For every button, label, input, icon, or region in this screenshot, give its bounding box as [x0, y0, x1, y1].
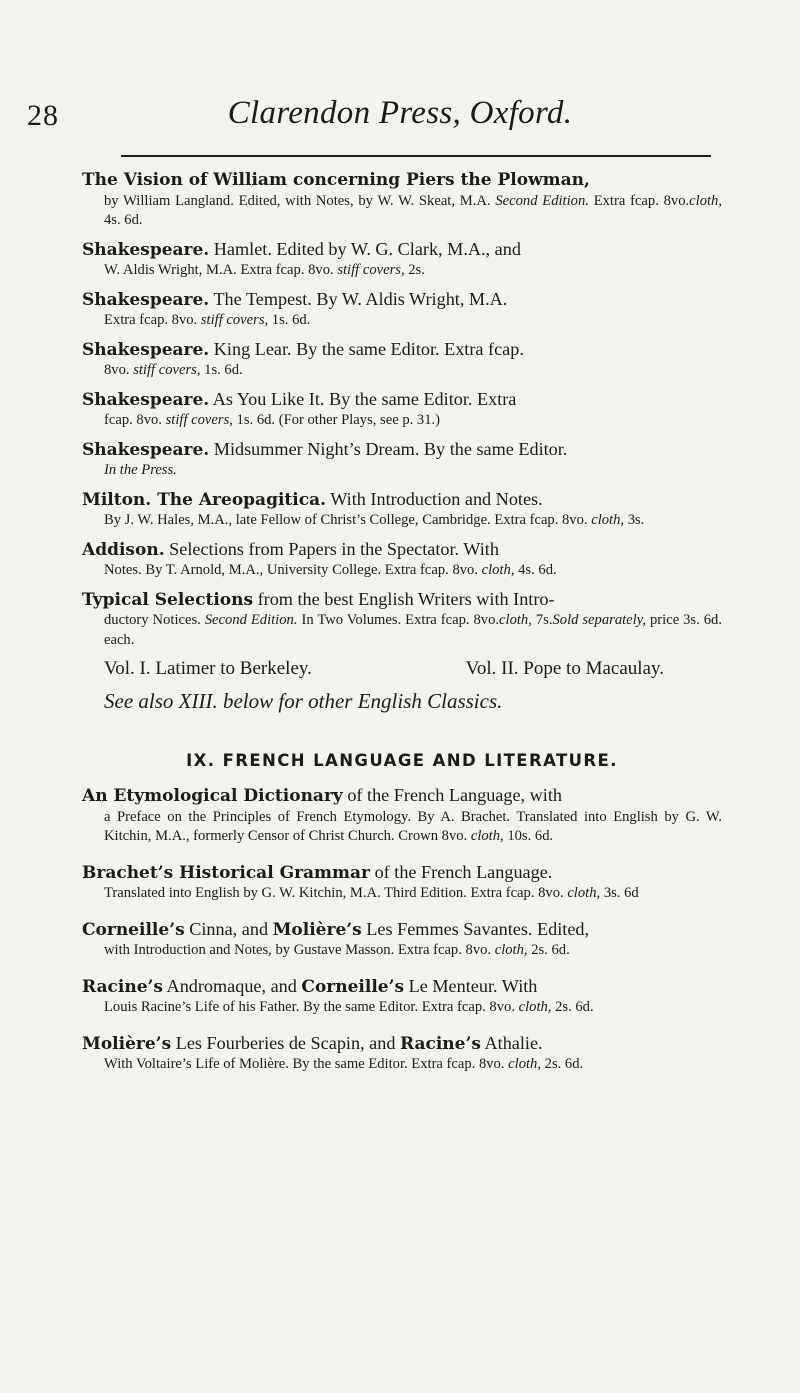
- entry-detail-italic: cloth,: [518, 999, 552, 1015]
- entry-lead-line: [82, 438, 722, 462]
- entry-detail-text: 3s.: [624, 512, 645, 528]
- catalogue-entry: [82, 168, 722, 231]
- entry-lead-line: [82, 168, 722, 192]
- entry-detail-text: 3s. 6d: [600, 885, 639, 901]
- entry-lead-line: [82, 488, 722, 512]
- entry-details: [82, 361, 722, 381]
- entry-heading: The Vision of William concerning Piers the Plowman,: [82, 170, 590, 190]
- entry-detail-text: fcap. 8vo.: [104, 412, 162, 428]
- page-number: 28: [27, 99, 59, 132]
- entry-details: [82, 884, 722, 904]
- catalogue-entry: [82, 238, 722, 281]
- entry-title-secondary: Athalie.: [480, 1032, 543, 1053]
- entry-detail-text: By J. W. Hales, M.A., late Fellow of Christ’s College, Cambridge. Extra fcap. 8vo.: [104, 512, 588, 528]
- entry-title: With Introduction and Notes.: [326, 488, 543, 509]
- entry-detail-text: 2s. 6d.: [541, 1056, 584, 1072]
- entry-detail-italic: stiff covers,: [200, 312, 269, 328]
- header-rule: [121, 155, 711, 157]
- section-heading: IX. FRENCH LANGUAGE AND LITERATURE.: [186, 751, 618, 770]
- entry-title: King Lear. By the same Editor. Extra fcap.: [209, 338, 524, 359]
- entry-lead-line: [82, 918, 722, 942]
- entry-heading: Shakespeare.: [82, 289, 210, 310]
- entry-detail-text: price 3s. 6d. each.: [104, 612, 722, 648]
- entry-detail-text: ductory Notices.: [104, 612, 201, 628]
- entry-detail-text: Translated into English by G. W. Kitchin, M.A. Third Edition. Extra fcap. 8vo.: [104, 885, 564, 901]
- entry-details: [82, 261, 722, 281]
- entry-lead-line: [82, 1032, 722, 1056]
- catalogue-entry: [82, 861, 722, 904]
- entry-heading: Corneille’s: [82, 919, 185, 940]
- entry-details: [82, 561, 722, 581]
- entry-lead-line: [82, 238, 722, 262]
- see-also-note: See also XIII. below for other English Classics.: [104, 689, 503, 713]
- catalogue-entry: [82, 488, 722, 531]
- entry-title: Andromaque, and: [163, 975, 302, 996]
- entry-heading: Shakespeare.: [82, 389, 210, 410]
- entry-detail-text: Louis Racine’s Life of his Father. By the same Editor. Extra fcap. 8vo.: [104, 999, 515, 1015]
- entry-heading: Shakespeare.: [82, 439, 210, 460]
- entry-detail-italic: Sold separately,: [552, 612, 647, 628]
- catalogue-entry: [82, 1032, 722, 1075]
- entry-detail-italic: stiff covers,: [165, 412, 233, 428]
- entry-details: [82, 941, 722, 961]
- entry-details: [82, 611, 722, 650]
- entry-detail-text: with Introduction and Notes, by Gustave Masson. Extra fcap. 8vo.: [104, 942, 492, 958]
- entry-detail-italic: cloth,: [508, 1056, 542, 1072]
- entry-detail-italic: stiff covers,: [133, 362, 201, 378]
- entry-heading: Brachet’s Historical Grammar: [82, 862, 371, 883]
- entry-detail-text: 4s. 6d.: [514, 562, 557, 578]
- entry-heading-secondary: Molière’s: [272, 919, 362, 940]
- entry-title: Midsummer Night’s Dream. By the same Editor.: [209, 438, 568, 459]
- volume-row: [82, 657, 664, 681]
- entry-title: Selections from Papers in the Spectator. With: [164, 538, 499, 559]
- entry-heading: Racine’s: [82, 976, 164, 997]
- entry-lead-line: [82, 538, 722, 562]
- catalogue-entry: [82, 784, 722, 847]
- entry-heading: An Etymological Dictionary: [82, 786, 343, 806]
- catalogue-entry: [82, 975, 722, 1018]
- entry-title: Cinna, and: [184, 918, 273, 939]
- entry-detail-italic: stiff covers,: [337, 262, 405, 278]
- entry-heading: Shakespeare.: [82, 239, 210, 260]
- page-header: [0, 0, 800, 160]
- entry-lead-line: [82, 388, 722, 412]
- entry-lead-line: [82, 784, 722, 808]
- catalogue-entry: [82, 338, 722, 381]
- entry-detail-text: 7s.: [531, 612, 553, 628]
- entry-detail-italic: cloth,: [499, 612, 532, 628]
- entry-heading-secondary: Racine’s: [399, 1033, 481, 1054]
- entry-detail-text: W. Aldis Wright, M.A. Extra fcap. 8vo.: [104, 262, 334, 278]
- entry-lead-line: [82, 588, 722, 612]
- entry-heading: Milton. The Areopagitica.: [82, 489, 327, 510]
- entry-details: [82, 1055, 722, 1075]
- entry-title: of the French Language.: [370, 861, 553, 882]
- entry-detail-italic: cloth,: [567, 885, 601, 901]
- volume-two: Vol. II. Pope to Macaulay.: [465, 658, 664, 679]
- entry-title: Les Fourberies de Scapin, and: [171, 1032, 400, 1053]
- entry-title: from the best English Writers with Intro-: [253, 588, 555, 609]
- entry-detail-text: 8vo.: [104, 362, 130, 378]
- entry-detail-italic: cloth,: [689, 192, 722, 209]
- entry-title: of the French Language, with: [342, 785, 562, 805]
- entry-detail-text: 2s. 6d.: [527, 942, 570, 958]
- entry-title: Hamlet. Edited by W. G. Clark, M.A., and: [209, 238, 521, 259]
- catalogue-entry: [82, 588, 722, 651]
- entry-detail-italic: cloth,: [481, 562, 515, 578]
- entry-details: [82, 461, 722, 481]
- catalogue-entry: [82, 918, 722, 961]
- entry-heading: Typical Selections: [82, 589, 254, 610]
- entry-heading: Molière’s: [82, 1033, 172, 1054]
- entry-detail-text: 1s. 6d.: [200, 362, 243, 378]
- entry-lead-line: [82, 975, 722, 999]
- entry-detail-italic: In the Press.: [104, 462, 177, 478]
- entry-lead-line: [82, 861, 722, 885]
- entry-details: [82, 808, 722, 847]
- entry-detail-text: 2s. 6d.: [551, 999, 594, 1015]
- entry-details: [82, 411, 722, 431]
- entry-title-secondary: Les Femmes Savantes. Edited,: [361, 918, 590, 939]
- entry-heading-secondary: Corneille’s: [301, 976, 405, 997]
- entry-detail-text: a Preface on the Principles of French Etymology. By A. Brachet. Translated into English by G. W. Kitchin, M.A., formerly Censor of Christ Church. Crown 8vo.: [104, 808, 722, 844]
- entry-lead-line: [82, 338, 722, 362]
- entry-details: [82, 192, 722, 231]
- entry-lead-line: [82, 288, 722, 312]
- catalogue-entry: [82, 288, 722, 331]
- entry-detail-italic: Second Edition.: [204, 612, 298, 628]
- catalogue-entry: [82, 388, 722, 431]
- entry-title: As You Like It. By the same Editor. Extra: [209, 388, 517, 409]
- entry-detail-text: 2s.: [404, 262, 425, 278]
- entry-detail-italic: cloth,: [470, 828, 504, 844]
- entry-detail-text: 1s. 6d. (For other Plays, see p. 31.): [232, 412, 441, 428]
- entry-detail-italic: Second Edition.: [495, 192, 589, 209]
- entry-title-secondary: Le Menteur. With: [404, 975, 538, 996]
- entry-detail-text: 1s. 6d.: [268, 312, 311, 328]
- english-classics-list: [82, 168, 722, 650]
- entry-detail-text: by William Langland. Edited, with Notes, by W. W. Skeat, M.A.: [104, 192, 491, 209]
- entry-detail-text: 4s. 6d.: [104, 212, 143, 228]
- entry-title: The Tempest. By W. Aldis Wright, M.A.: [209, 288, 508, 309]
- entry-detail-text: With Voltaire’s Life of Molière. By the same Editor. Extra fcap. 8vo.: [104, 1056, 505, 1072]
- french-literature-list: [82, 784, 722, 1075]
- entry-details: [82, 998, 722, 1018]
- entry-detail-text: In Two Volumes. Extra fcap. 8vo.: [297, 612, 500, 628]
- entry-detail-italic: cloth,: [494, 942, 528, 958]
- entry-details: [82, 311, 722, 331]
- catalogue-entry: [82, 438, 722, 481]
- catalogue-entry: [82, 538, 722, 581]
- entry-heading: Addison.: [82, 539, 165, 560]
- entry-detail-italic: cloth,: [591, 512, 625, 528]
- entry-detail-text: Extra fcap. 8vo.: [588, 192, 690, 209]
- entry-details: [82, 511, 722, 531]
- entry-detail-text: Extra fcap. 8vo.: [104, 312, 198, 328]
- entry-heading: Shakespeare.: [82, 339, 210, 360]
- catalogue-content: [82, 168, 722, 1089]
- running-title: Clarendon Press, Oxford.: [227, 95, 573, 131]
- entry-detail-text: 10s. 6d.: [503, 828, 554, 844]
- volume-one: Vol. I. Latimer to Berkeley.: [104, 658, 312, 679]
- entry-detail-text: Notes. By T. Arnold, M.A., University College. Extra fcap. 8vo.: [104, 562, 478, 578]
